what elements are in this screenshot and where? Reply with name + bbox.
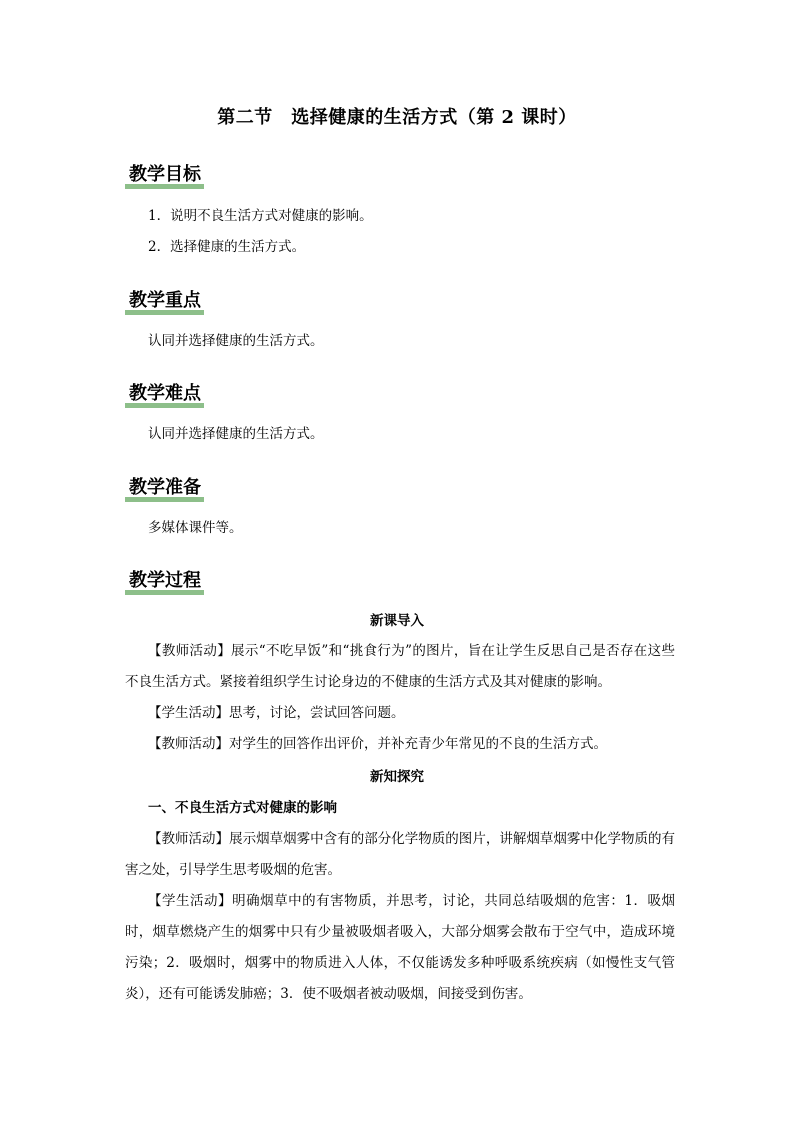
goal-item-2: 2．选择健康的生活方式。 (148, 239, 306, 255)
subsection-title-intro: 新课导入 (370, 613, 424, 629)
section-heading-goals (125, 160, 204, 188)
heading-text: 教学准备 (129, 477, 201, 498)
heading-text: 教学难点 (129, 383, 201, 404)
paragraph-explore-teacher: 【教师活动】展示烟草烟雾中含有的部分化学物质的图片，讲解烟草烟雾中化学物质的有害之处，引导学生思考吸烟的危害。 (125, 831, 675, 878)
subheading-unhealthy-lifestyle: 一、不良生活方式对健康的影响 (148, 800, 337, 816)
paragraph-intro-teacher: 【教师活动】展示“不吃早饭”和“挑食行为”的图片，旨在让学生反思自己是否存在这些不良生活方式。紧接着组织学生讨论身边的不健康的生活方式及其对健康的影响。 (125, 643, 675, 690)
heading-text: 教学重点 (129, 290, 201, 311)
difficulty-text: 认同并选择健康的生活方式。 (148, 426, 324, 442)
heading-text: 教学过程 (129, 570, 201, 591)
section-heading-preparation (125, 473, 204, 501)
heading-text: 教学目标 (129, 164, 201, 185)
page-title: 第二节 选择健康的生活方式（第 2 课时） (217, 107, 577, 128)
paragraph-intro-teacher-2: 【教师活动】对学生的回答作出评价，并补充青少年常见的不良的生活方式。 (148, 736, 607, 752)
preparation-text: 多媒体课件等。 (148, 520, 243, 536)
paragraph-intro-student: 【学生活动】思考，讨论，尝试回答问题。 (148, 705, 405, 721)
subsection-title-explore: 新知探究 (370, 769, 424, 785)
key-point-text: 认同并选择健康的生活方式。 (148, 333, 324, 349)
goal-item-1: 1．说明不良生活方式对健康的影响。 (148, 208, 373, 224)
section-heading-process (125, 566, 204, 594)
section-heading-difficulty (125, 379, 204, 407)
section-heading-key-point (125, 286, 204, 314)
paragraph-explore-student: 【学生活动】明确烟草中的有害物质，并思考，讨论，共同总结吸烟的危害：1．吸烟时，烟草燃烧产生的烟雾中只有少量被吸烟者吸入，大部分烟雾会散布于空气中，造成环境污染；2．吸烟时，烟雾中的物质进入人体，不仅能诱发多种呼吸系统疾病（如慢性支气管炎），还有可能诱发肺癌；3．使不吸烟者被动吸烟，间接受到伤害。 (125, 893, 675, 1002)
